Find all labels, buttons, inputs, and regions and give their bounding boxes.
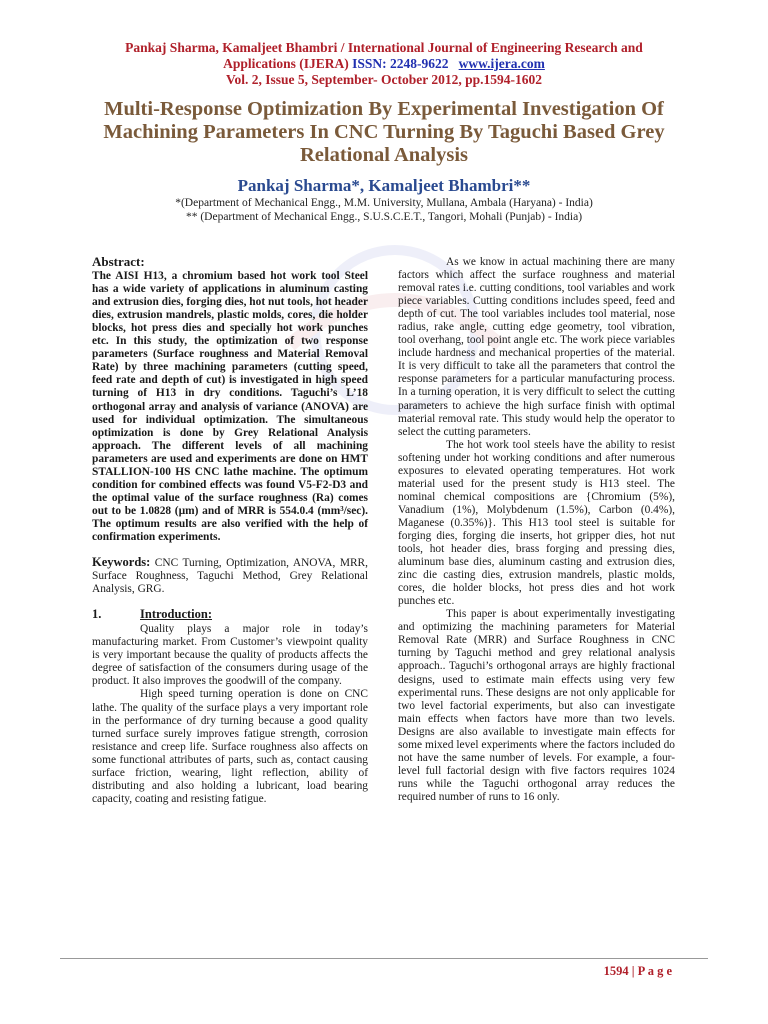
intro-paragraph-1: Quality plays a major role in today’s manufacturing market. From Customer’s viewpoint quality is very important because the quality of products affects the degree of satisfaction of the consumers during usage of the product. It also improves the goodwill of the company. [92, 623, 368, 688]
abstract-text: The AISI H13, a chromium based hot work tool Steel has a wide variety of applications in aluminum casting and extrusion dies, forging dies, hot nut tools, hot header dies, extrusion mandrels, plastic molds, cores, die holder blocks, hot press dies and specially hot work punches etc. In this study, the optimization of two response parameters (Surface roughness and Material Removal Rate) by three machining parameters (cutting speed, feed rate and depth of cut) is investigated in high speed turning of H13 in dry conditions. Taguchi’s L’18 orthogonal array and analysis of variance (ANOVA) are used for individual optimization. The simultaneous optimization is done by Grey Relational Analysis approach. The different levels of all machining parameters are used and experiments are done on HMT STALLION-100 HS CNC lathe machine. The optimum condition for combined effects was found V5-F2-D3 and the optimal value of the surface roughness (Ra) comes out to be 1.0828 (µm) and of MRR is 554.0.4 (mm³/sec). The optimum results are also verified with the help of confirmation experiments. [92, 270, 368, 543]
intro-paragraph-2: High speed turning operation is done on CNC lathe. The quality of the surface plays a very important role in the performance of dry turning because a good quality turned surface surely improves fatigue strength, corrosion resistance and creep life. Surface roughness also affects on some functional attributes of parts, such as, contact causing surface friction, wearing, light reflection, ability of distributing and also holding a lubricant, load bearing capacity, coating and resisting fatigue. [92, 688, 368, 805]
section-title: Introduction: [140, 607, 213, 622]
abstract-heading: Abstract: [92, 254, 145, 269]
header-issn: ISSN: 2248-9622 [352, 56, 449, 71]
affiliation-2: ** (Department of Mechanical Engg., S.U.S.C.E.T., Tangori, Mohali (Punjab) - India) [185, 211, 583, 223]
keywords-text: CNC Turning, Optimization, ANOVA, MRR, Surface Roughness, Taguchi Method, Grey Relational Analysis, GRG. [92, 557, 368, 596]
header-line-2 [60, 56, 708, 72]
paper-title: Multi-Response Optimization By Experimental Investigation Of Machining Parameters In CNC Turning By Taguchi Based Grey Relational Analysis [103, 98, 665, 166]
left-column [92, 255, 368, 806]
body-paragraph-1: As we know in actual machining there are many factors which affect the surface roughness and material removal rates i.e. cutting conditions, tool variables and work piece variables. Cutting conditions includes speed, feed and depth of cut. The tool variables includes tool material, nose radius, rake angle, cutting edge geometry, tool vibration, tool overhang, tool point angle etc. The work piece variables include hardness and mechanical properties of the material. It is very difficult to take all the parameters that control the response parameters for a particular manufacturing process. In a turning operation, it is very difficult to select the cutting parameters to achieve the high surface finish with optimal material removal rate. This study would help the operator to select the cutting parameters. [398, 256, 675, 438]
page-number: 1594 | P a g e [603, 964, 672, 978]
header-volume: Vol. 2, Issue 5, September- October 2012, pp.1594-1602 [226, 72, 542, 87]
header-journal: Applications (IJERA) [223, 56, 349, 71]
right-column [398, 256, 675, 804]
affiliation-1: *(Department of Mechanical Engg., M.M. University, Mullana, Ambala (Haryana) - India) [175, 197, 593, 209]
body-paragraph-3: This paper is about experimentally investigating and optimizing the machining parameters for Material Removal Rate (MRR) and Surface Roughness in CNC turning by Taguchi method and grey relational analysis approach.. Taguchi’s orthogonal arrays are highly fractional designs, used to estimate main effects using very few experimental runs. These designs are not only applicable for two level factorial experiments, but also can investigate main effects when factors have more than two levels. Designs are also available to investigate main effects for some mixed level experiments where the factors included do not have the same number of levels. For example, a four-level full factorial design with five factors requires 1024 runs while the Taguchi orthogonal array reduces the required number of runs to 16 only. [398, 608, 675, 803]
section-number: 1. [92, 607, 102, 622]
journal-link[interactable]: www.ijera.com [458, 56, 545, 71]
running-header [60, 40, 708, 88]
footer-rule [60, 958, 708, 959]
paper-authors: Pankaj Sharma*, Kamaljeet Bhambri** [237, 176, 531, 195]
body-paragraph-2: The hot work tool steels have the ability to resist softening under hot working conditions and after numerous exposures to elevated operating temperatures. Hot work material used for the present study is H13 steel. The nominal chemical compositions are {Chromium (5%), Vanadium (1%), Molybdenum (1.5%), Carbon (0.4%), Maganese (0.35%)}. This H13 tool steel is suitable for forging dies, forging die inserts, hot gripper dies, hot nut tools, hot header dies, brass forging and pressing dies, aluminum base dies, aluminum casting and extrusion dies, zinc die casting dies, extrusion mandrels, plastic molds, cores, die holder blocks, hot press dies and hot work punches etc. [398, 438, 675, 608]
keywords [92, 556, 368, 596]
header-line-1: Pankaj Sharma, Kamaljeet Bhambri / International Journal of Engineering Research and [125, 40, 643, 55]
keywords-label: Keywords: [92, 555, 151, 570]
section-heading-intro [92, 608, 368, 621]
